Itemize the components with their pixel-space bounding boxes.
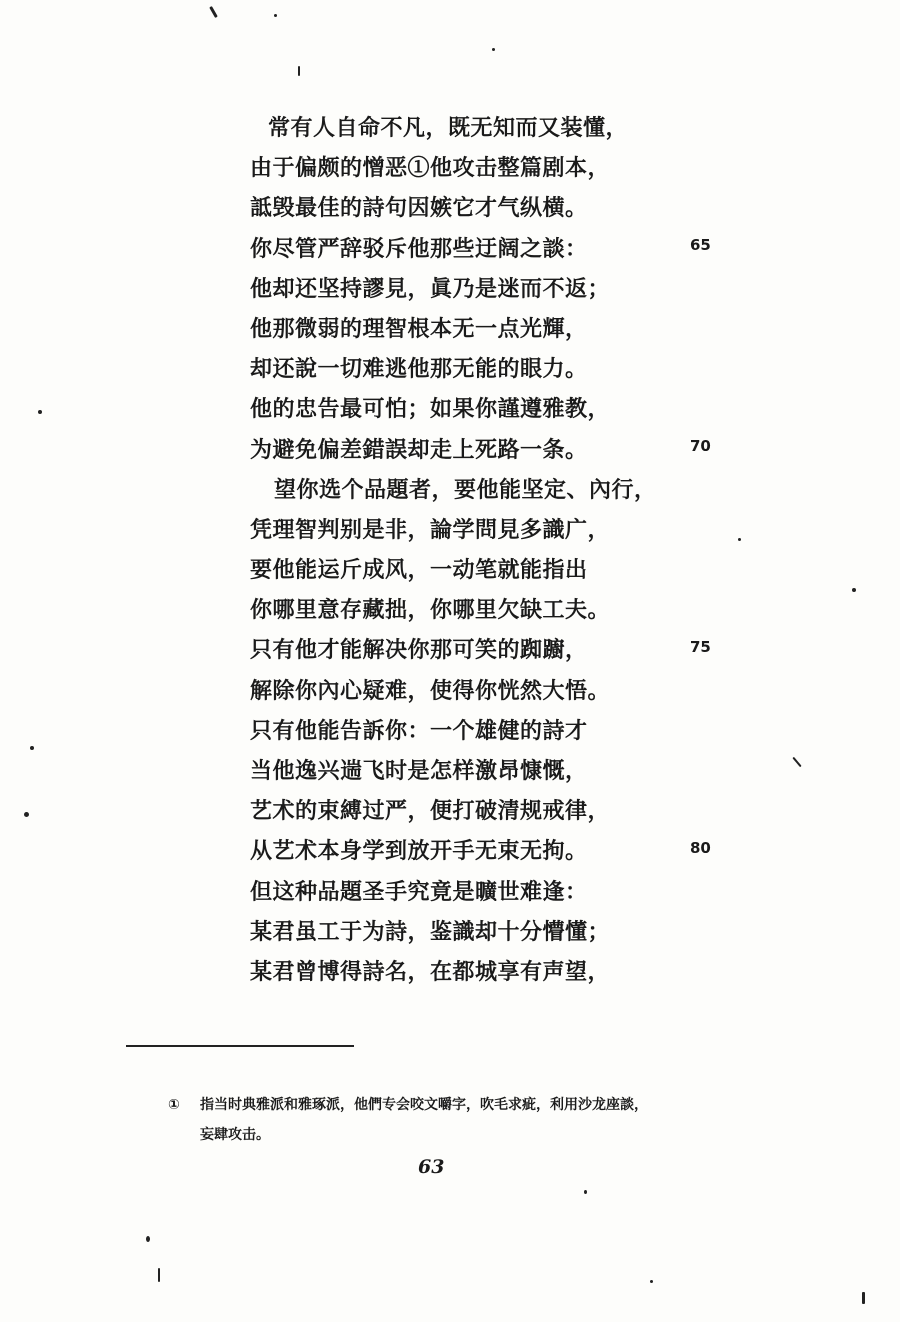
poem-line: 为避免偏差錯誤却走上死路一条。 <box>250 436 588 463</box>
scan-speck <box>738 538 741 541</box>
scan-speck <box>298 66 300 76</box>
poem-line: 由于偏颇的憎恶①他攻击整篇剧本， <box>250 155 611 182</box>
poem-line: 只有他能告訴你：一个雄健的詩才 <box>250 717 588 744</box>
scan-speck <box>492 48 495 51</box>
footnote-line <box>168 1090 768 1120</box>
footnote-marker: ① <box>168 1097 180 1113</box>
page-number: 63 <box>418 1156 445 1178</box>
poem-line: 只有他才能解决你那可笑的踟躕， <box>250 637 588 664</box>
line-number: 65 <box>690 236 711 254</box>
poem-line: 但这种品題圣手究竟是曠世难逢： <box>250 878 588 905</box>
scan-speck <box>209 6 218 18</box>
scan-speck <box>852 588 856 592</box>
poem-line: 望你选个品題者，要他能坚定、內行， <box>274 476 657 503</box>
scan-speck <box>146 1236 150 1242</box>
scan-speck <box>38 410 42 414</box>
footnote-rule <box>126 1045 354 1047</box>
poem-line: 却还說一切难逃他那无能的眼力。 <box>250 356 588 383</box>
poem-line: 艺术的束縛过严，便打破清规戒律， <box>250 798 611 825</box>
scan-speck <box>274 14 277 17</box>
scan-speck <box>650 1280 653 1283</box>
footnote-text: 指当时典雅派和雅琢派，他們专会咬文嚼字，吹毛求疵，利用沙龙座談， <box>200 1097 648 1113</box>
scan-speck <box>584 1190 587 1194</box>
scan-speck <box>30 746 34 750</box>
footnote <box>168 1090 768 1150</box>
scan-speck <box>158 1268 160 1282</box>
poem-line: 你尽管严辞驳斥他那些迂阔之談： <box>250 235 588 262</box>
poem-line: 他那微弱的理智根本无一点光輝， <box>250 315 588 342</box>
poem-line: 他却还坚持謬見，眞乃是迷而不返； <box>250 275 611 302</box>
line-number: 70 <box>690 437 711 455</box>
poem-line: 常有人自命不凡，既无知而又装懂， <box>268 115 629 141</box>
poem-line: 当他逸兴遄飞时是怎样激昂慷慨， <box>250 758 588 784</box>
poem-line: 他的忠告最可怕；如果你謹遵雅教， <box>250 396 611 423</box>
poem-line: 詆毁最佳的詩句因嫉它才气纵横。 <box>250 195 588 222</box>
line-number: 80 <box>690 839 711 857</box>
poem-line: 从艺术本身学到放开手无束无拘。 <box>250 838 588 865</box>
scan-speck <box>792 757 801 767</box>
line-number: 75 <box>690 638 711 656</box>
poem-line: 解除你內心疑难，使得你恍然大悟。 <box>250 677 611 704</box>
poem-block <box>250 108 690 992</box>
poem-line: 要他能运斤成风，一动笔就能指出 <box>250 557 588 584</box>
poem-line: 你哪里意存藏拙，你哪里欠缺工夫。 <box>250 597 611 624</box>
poem-line: 某君曾博得詩名，在都城享有声望， <box>250 958 611 985</box>
poem-line: 某君虽工于为詩，鉴識却十分懵懂； <box>250 918 611 945</box>
scan-speck <box>24 812 29 817</box>
scan-speck <box>862 1292 865 1304</box>
poem-line: 凭理智判别是非，論学問見多識广， <box>250 516 611 543</box>
footnote-text-continued: 妄肆攻击。 <box>200 1127 270 1143</box>
